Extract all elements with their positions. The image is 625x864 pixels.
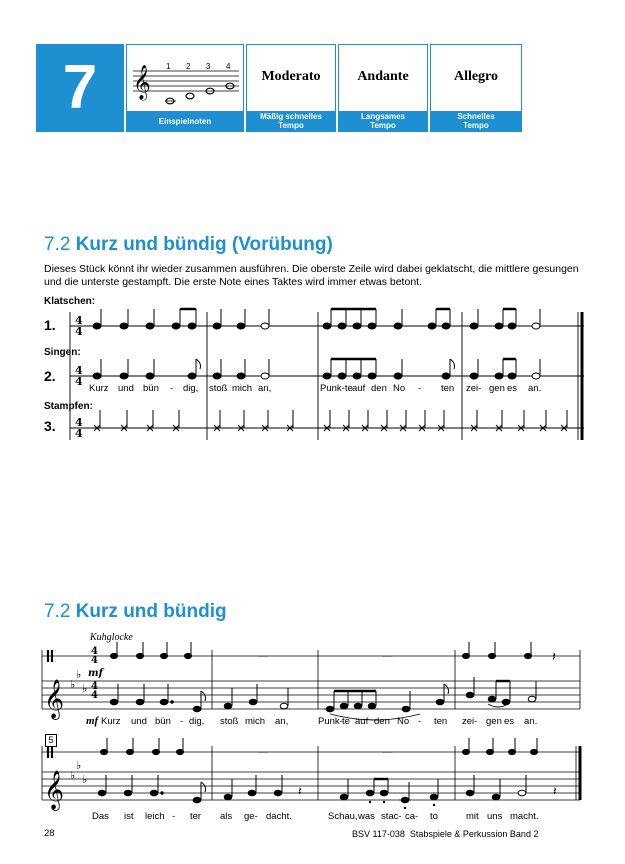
lyric: zei- — [462, 716, 478, 727]
lyric: als — [220, 811, 233, 822]
note-number-2: 2 — [186, 62, 191, 71]
lyric: dig, — [183, 383, 199, 394]
lyric: Kurz — [89, 383, 109, 394]
svg-text:4: 4 — [75, 314, 83, 327]
lyric: ter — [190, 811, 202, 822]
rehearsal-mark: 5 — [45, 734, 57, 747]
tempo-box-andante — [338, 44, 428, 132]
svg-text:4: 4 — [91, 646, 98, 657]
lyric: bün — [155, 716, 171, 727]
svg-text:♭: ♭ — [82, 682, 88, 695]
lyric: mich — [245, 716, 266, 727]
svg-text:𝄖: 𝄖 — [382, 650, 393, 665]
lyric: dig, — [189, 716, 205, 727]
row-label-stamp: Stampfen: — [44, 401, 93, 412]
lyric: stac- — [381, 811, 402, 822]
lyric: Das — [92, 811, 109, 822]
note-number-1: 1 — [166, 62, 171, 71]
svg-text:𝄖: 𝄖 — [382, 746, 393, 761]
lyric: - — [418, 716, 422, 727]
lyric: ten — [441, 383, 455, 394]
lyric: No — [397, 716, 410, 727]
svg-text:♭: ♭ — [76, 668, 82, 681]
tempo-label: Allegro — [453, 69, 499, 84]
lyric: es — [504, 716, 515, 727]
row-label-sing: Singen: — [44, 347, 81, 358]
lyric: zei- — [466, 383, 482, 394]
lyric: den — [374, 716, 390, 727]
page-number: 28 — [44, 828, 55, 839]
svg-text:4: 4 — [91, 681, 98, 692]
section-title-text: Kurz und bündig — [75, 601, 227, 622]
box-caption: Langsames Tempo — [339, 111, 427, 131]
lyric: mit — [466, 811, 479, 822]
lyric: stoß — [209, 383, 228, 394]
svg-text:4: 4 — [75, 325, 83, 338]
svg-text:𝄖: 𝄖 — [258, 650, 269, 665]
svg-text:4: 4 — [91, 655, 98, 666]
svg-text:♭: ♭ — [70, 769, 76, 782]
warmup-staff — [127, 45, 243, 111]
svg-text:♭: ♭ — [70, 678, 76, 691]
lyric: gen — [486, 716, 502, 727]
svg-text:4: 4 — [75, 416, 83, 429]
lyric: es — [507, 383, 518, 394]
box-caption: Einspielnoten — [127, 111, 243, 131]
section-number: 7.2 — [44, 601, 71, 622]
svg-text:𝄖: 𝄖 — [258, 746, 269, 761]
lyric: den — [371, 383, 387, 394]
svg-text:4: 4 — [75, 375, 83, 388]
section-title — [44, 601, 227, 623]
lyric: Schau, — [328, 811, 358, 822]
section-title — [44, 234, 333, 256]
section-title-text: Kurz und bündig (Vorübung) — [75, 234, 333, 255]
lyric: und — [131, 716, 147, 727]
box-caption: Mäßig schnelles Tempo — [247, 111, 335, 131]
row-number-1: 1. — [44, 317, 56, 333]
lyric: - — [170, 383, 174, 394]
lyric: und — [118, 383, 134, 394]
lyric: No — [393, 383, 406, 394]
svg-text:𝄽: 𝄽 — [298, 784, 302, 798]
lyric: to — [430, 811, 438, 822]
row-number-2: 2. — [44, 368, 56, 384]
svg-text:4: 4 — [91, 690, 98, 701]
svg-text:𝄽: 𝄽 — [553, 784, 557, 798]
lyric: dacht. — [266, 811, 292, 822]
lyric: an. — [528, 383, 542, 394]
section-number: 7.2 — [44, 234, 71, 255]
publication-info: BSV 117-038 Stabspiele & Perkussion Band 2 — [352, 829, 539, 839]
lyric: ist — [124, 811, 134, 822]
instrument-label: Kuhglocke — [90, 632, 133, 643]
lyric: was — [358, 811, 375, 822]
lyric: auf — [355, 716, 369, 727]
lyric: - — [418, 383, 422, 394]
lyric: an, — [275, 716, 289, 727]
chapter-number: 7 — [36, 44, 124, 132]
lyric: stoß — [220, 716, 239, 727]
svg-text:4: 4 — [75, 427, 83, 440]
warmup-notes-box — [126, 44, 244, 132]
lyric: Punk-te — [320, 383, 353, 394]
lyric: - — [172, 811, 176, 822]
lyric: auf — [352, 383, 366, 394]
time-signatures — [75, 314, 83, 440]
row-label-clap: Klatschen: — [44, 296, 96, 307]
svg-text:♭: ♭ — [82, 773, 88, 786]
svg-text:mf: mf — [88, 668, 103, 679]
lyric: gen — [489, 383, 505, 394]
lyric: uns — [487, 811, 503, 822]
lyric: ca- — [405, 811, 419, 822]
svg-text:4: 4 — [75, 364, 83, 377]
lyric: leich — [145, 811, 165, 822]
score-system-2 — [0, 738, 625, 818]
tempo-label: Andante — [357, 69, 409, 84]
lyric: - — [180, 716, 184, 727]
row-number-3: 3. — [44, 418, 56, 434]
tempo-box-moderato — [246, 44, 336, 132]
lyric: an. — [524, 716, 538, 727]
section-description: Dieses Stück könnt ihr wieder zusammen ausführen. Die oberste Zeile wird dabei geklatscht, die mittlere gesungen und die unterste gestampft. Die erste Note eines Taktes wird immer etwas betont. — [44, 263, 579, 288]
lyric: ten — [434, 716, 448, 727]
note-number-3: 3 — [206, 62, 211, 71]
lyric: te — [342, 716, 350, 727]
svg-text:♭: ♭ — [76, 759, 82, 772]
svg-text:𝄞: 𝄞 — [44, 770, 65, 810]
lyric: an, — [258, 383, 272, 394]
svg-text:𝄽: 𝄽 — [552, 650, 556, 665]
box-caption: Schnelles Tempo — [431, 111, 521, 131]
lyric: macht. — [510, 811, 539, 822]
lyric: Punk- — [318, 716, 343, 727]
lyric: Kurz — [101, 716, 121, 727]
tempo-box-allegro — [430, 44, 522, 132]
lyric: ge- — [244, 811, 258, 822]
svg-text:𝄞: 𝄞 — [133, 65, 151, 100]
note-number-4: 4 — [226, 62, 231, 71]
svg-text:𝄞: 𝄞 — [44, 679, 65, 719]
dynamic-marking: mf — [86, 715, 99, 727]
rhythm-score — [0, 300, 625, 445]
tempo-label: Moderato — [261, 69, 321, 84]
lyric: bün — [143, 383, 159, 394]
lyric: mich — [232, 383, 253, 394]
